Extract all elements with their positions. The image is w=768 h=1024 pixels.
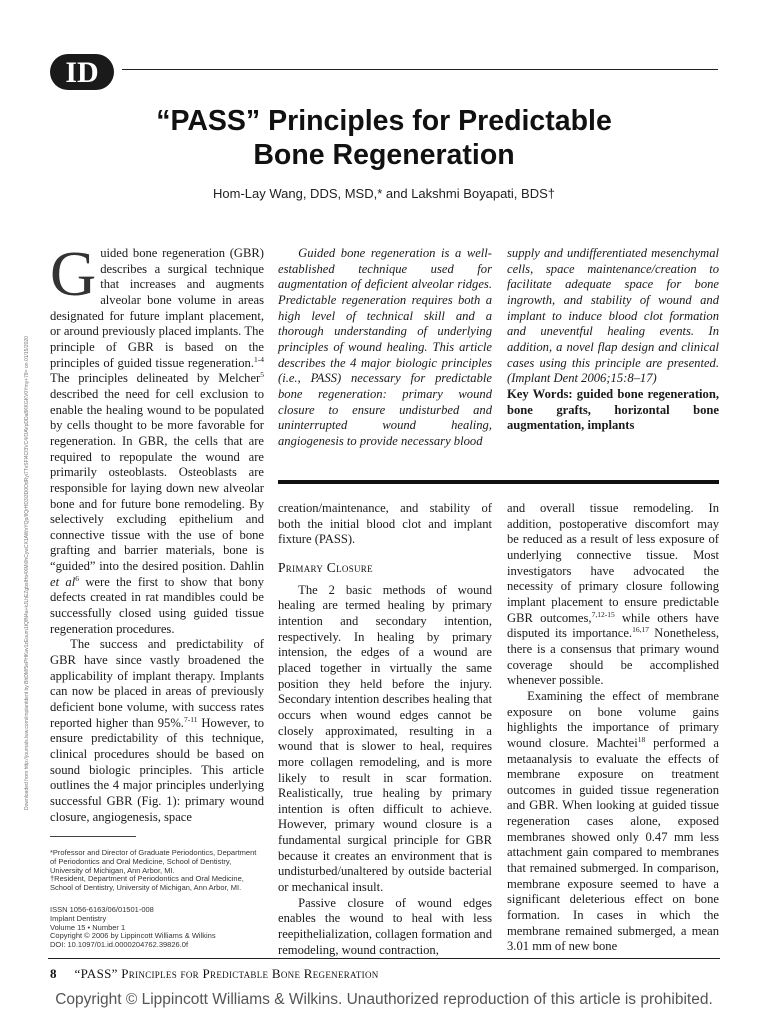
- journal-name: Implant Dentistry: [50, 913, 107, 923]
- page-number: 8: [50, 966, 57, 981]
- doi: DOI: 10.1097/01.id.0000204762.39826.0f: [50, 940, 189, 950]
- abstract-text-2: supply and undifferentiated mesenchymal cells, space maintenance/creation to facilitate adequate space for bone ingrowth, and stability of wound and implant to induce blood clot formation and uneventful healing events. In addition, a novel flap design and clinical cases using this principle are presented. (Implant Dent 2006;15:8–17): [507, 246, 719, 386]
- right-column: [507, 501, 719, 955]
- abstract-column-1: [278, 246, 492, 450]
- footer-rule: [48, 958, 720, 959]
- middle-paragraph-2: The 2 basic methods of wound healing are termed healing by primary intention and secondary intention, respectively. In healing by primary intension, the edges of a wound are placed together in virtually the same position they held before the injury. Secondary intention describes healing that occurs when wound edges cannot be closely approximated, resulting in a wound that is slower to heal, requires more collagen remodeling, and is more likely to result in scar formation. Realistically, true healing by primary intention is often difficult to achieve. However, primary wound closure is a fundamental surgical principle for GBR because it creates an environment that is undisturbed/unaltered by outside bacterial or mechanical insult.: [278, 582, 492, 895]
- citation: 6: [75, 573, 79, 583]
- download-watermark: Downloaded from http://journals.lww.com/implantdent by BhDMf5ePHKav1zEoum1tQfN4a+kJLhEZgbsIHo4XMi0hCywCX1AWnYQp/IlQrHD3i3D0OdRyi7TvSFl4Cf3VC4/OAVpDDa8KKGKV0Ymy+78= on 01/15/2020: [24, 336, 30, 810]
- copyright-notice: Copyright © Lippincott Williams & Wilkins. Unauthorized reproduction of this article is prohibited.: [55, 991, 713, 1008]
- citation: 16,17: [632, 625, 649, 635]
- citation: 7,12-15: [591, 609, 615, 619]
- abstract-text-1: Guided bone regeneration is a well-established technique used for augmentation of deficient alveolar ridges. Predictable regeneration requires both a high level of technical skill and a thorough understanding of underlying principles of wound healing. This article describes the 4 major biologic principles (i.e., PASS) necessary for predictable bone regeneration: primary wound closure to ensure undisturbed and uninterrupted wound healing, angiogenesis to provide necessary blood: [278, 246, 492, 448]
- right-paragraph-1: and overall tissue remodeling. In addition, postoperative discomfort may be reduced as a result of less exposure of underlying connective tissue. Most investigators have advocated the necessity of primary closure following implant placement to ensure predictable GBR outcomes,$^{7,12-15}$ while others have disputed its importance.$^{16,17}$ Nonetheless, there is a consensus that primary wound coverage should be accomplished whenever possible.: [507, 501, 720, 688]
- affiliation-footnotes: [50, 849, 264, 893]
- citation: 18: [637, 734, 646, 744]
- drop-cap: G: [50, 238, 97, 309]
- right-paragraph-2: Examining the effect of membrane exposure on bone volume gains highlights the importance of primary wound closure. Machtei$^{18}$ performed a metaanalysis to evaluate the effects of membrane exposure on treatment outcomes in guided tissue regeneration and GBR. When looking at guided tissue regeneration cases alone, exposed membranes showed only 0.47 mm less attachment gain compared to membranes that remained submerged. In comparison, membrane exposure seemed to have a significant deleterious effect on bone formation. In cases in which the membrane remained submerged, a mean 3.01 mm of new bone: [507, 688, 719, 954]
- citation: 5: [260, 370, 264, 380]
- footnote-rule: [50, 836, 136, 837]
- middle-column: [278, 501, 492, 958]
- middle-paragraph-3: Passive closure of wound edges enables the wound to heal with less reepithelialization, collagen formation and remodeling, wound contraction,: [278, 895, 493, 957]
- intro-column: [50, 238, 264, 825]
- publisher-copyright: Copyright © 2006 by Lippincott Williams & Wilkins: [50, 931, 216, 941]
- issn: ISSN 1056-6163/06/01501-008: [50, 905, 154, 914]
- publication-info: [50, 906, 264, 950]
- section-heading: Primary Closure: [278, 559, 373, 575]
- article-title: [0, 104, 768, 172]
- title-line-2: Bone Regeneration: [253, 139, 515, 171]
- running-footer: [50, 966, 650, 982]
- footnote-1: *Professor and Director of Graduate Periodontics, Department of Periodontics and Oral Medicine, School of Dentistry, University of Michigan, Ann Arbor, MI.: [50, 848, 257, 875]
- citation: 1-4: [254, 354, 264, 364]
- intro-paragraph-2: The success and predictability of GBR have since vastly broadened the applicability of implant therapy. Implants can now be placed in areas of previously deficient bone volume, with success rates reported higher than 95%.$^{7-11}$ However, to ensure predictability of this technique, clinical procedures should be based on sound biologic principles. This article outlines the 4 major principles underlying successful GBR (Fig. 1): primary wound closure, angiogenesis, space: [50, 637, 264, 824]
- middle-paragraph-1: creation/maintenance, and stability of both the initial blood clot and implant fixture (PASS).: [278, 501, 492, 547]
- running-title: “PASS” Principles for Predictable Bone Regeneration: [74, 966, 379, 981]
- journal-logo: [50, 52, 114, 92]
- author-line: Hom-Lay Wang, DDS, MSD,* and Lakshmi Boyapati, BDS†: [213, 186, 555, 201]
- intro-paragraph-1: Guided bone regeneration (GBR) describes a surgical technique that increases and augments alveolar bone volume in areas designated for future implant placement, or around previously placed implants. The principle of GBR is based on the principles of guided tissue regeneration.$^{1-4}$ The principles delineated by Melcher$^5$ described the need for cell exclusion to enable the healing wound to be populated by cells thought to be more favorable for regeneration. In GBR, the cells that are required to repopulate the wound are primarily osteoblasts. Osteoblasts are responsible for laying down new alveolar bone and for future bone remodeling. By selectively excluding epithelium and connective tissue with the use of bone grafting and barrier materials, bone is “guided” into the desired position. Dahlin et $al^6$ were the first to show that bony defects created in rat mandibles could be successfully closed using guided tissue regeneration procedures.: [50, 238, 264, 636]
- citation: 7-11: [183, 714, 198, 724]
- logo-text: ID: [65, 56, 99, 89]
- abstract-column-2: [507, 246, 719, 434]
- title-line-1: “PASS” Principles for Predictable: [156, 105, 612, 137]
- volume-info: Volume 15 • Number 1: [50, 922, 126, 932]
- footnote-2: †Resident, Department of Periodontics and Oral Medicine, School of Dentistry, University of Michigan, Ann Arbor, MI.: [50, 874, 244, 893]
- header-rule: [122, 69, 718, 70]
- keywords: Key Words: guided bone regeneration, bone grafts, horizontal bone augmentation, implants: [507, 386, 719, 433]
- abstract-divider: [278, 480, 719, 484]
